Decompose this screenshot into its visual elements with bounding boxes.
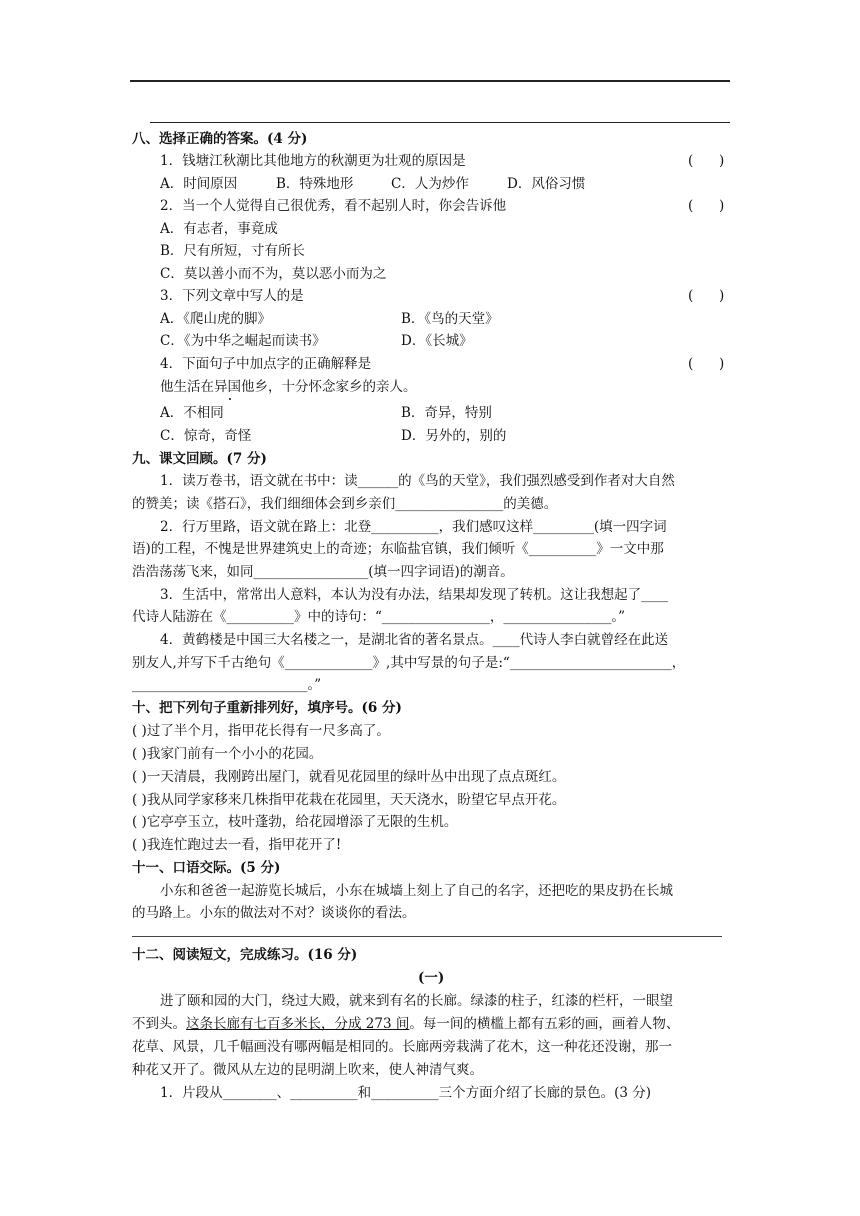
s8-q4: 4．下面句子中加点字的正确解释是 bbox=[160, 356, 372, 372]
s11-answer-line[interactable] bbox=[132, 936, 722, 937]
s10-item-1[interactable]: ( )过了半个月，指甲花长得有一尺多高了。 bbox=[132, 723, 390, 739]
s8-q1-opt-d: D．风俗习惯 bbox=[507, 176, 586, 192]
s12-para-text: 。每一间的横槛上都有五彩的画，画着人物、 bbox=[409, 1016, 680, 1032]
section8-heading: 八、选择正确的答案。(4 分) bbox=[132, 131, 308, 147]
s12-para-line-2 bbox=[132, 1014, 679, 1034]
s8-q3-opt-a: A．《爬山虎的脚》 bbox=[160, 311, 271, 327]
s8-q4-opt-d: D．另外的，别的 bbox=[401, 428, 507, 444]
emphasis-dot bbox=[229, 398, 231, 400]
s9-line-6[interactable]: 3．生活中，常常出人意料，本认为没有办法，结果却发现了转机。这让我想起了____ bbox=[160, 587, 669, 603]
s8-q1-opt-c: C．人为炒作 bbox=[391, 176, 469, 192]
s12-q1[interactable]: 1．片段从________、__________和__________三个方面介绍了长廊的景色。(3 分) bbox=[160, 1085, 652, 1101]
s8-q2-opt-b: B．尺有所短，寸有所长 bbox=[160, 243, 305, 259]
s8-q2: 2．当一个人觉得自己很优秀，看不起别人时，你会告诉他 bbox=[160, 198, 507, 214]
s12-para-line-3: 花草、风景，几千幅画没有哪两幅是相同的。长廊两旁栽满了花木，这一种花还没谢，那一 bbox=[132, 1039, 672, 1055]
s8-q3: 3．下列文章中写人的是 bbox=[160, 288, 304, 304]
s9-line-5[interactable]: 浩浩荡荡飞来，如同_________________(填一四字词语)的潮音。 bbox=[132, 564, 514, 580]
s9-line-10[interactable]: __________________________。” bbox=[132, 677, 322, 693]
s8-q4-opt-a: A．不相同 bbox=[160, 405, 224, 421]
s9-line-4[interactable]: 语)的工程，不愧是世界建筑史上的奇迹；东临盐官镇，我们倾听《__________》一文中那 bbox=[132, 541, 664, 557]
s8-q3-opt-c: C．《为中华之崛起而读书》 bbox=[160, 333, 326, 349]
s8-q3-opt-b: B．《鸟的天堂》 bbox=[401, 311, 499, 327]
s10-item-4[interactable]: ( )我从同学家移来几株指甲花栽在花园里，天天浇水，盼望它早点开花。 bbox=[132, 792, 566, 808]
section10-heading: 十、把下列句子重新排列好，填序号。(6 分) bbox=[132, 700, 402, 716]
s8-q1-answer-paren[interactable]: ( ) bbox=[688, 153, 725, 169]
s8-q4-opt-b: B．奇异，特别 bbox=[401, 405, 492, 421]
s8-q4-sentence: 他生活在异国他乡，十分怀念家乡的亲人。 bbox=[160, 379, 417, 395]
section11-heading: 十一、口语交际。(5 分) bbox=[132, 860, 281, 876]
s10-item-5[interactable]: ( )它亭亭玉立，枝叶蓬勃，给花园增添了无限的生机。 bbox=[132, 814, 458, 830]
section9-heading: 九、课文回顾。(7 分) bbox=[132, 451, 267, 467]
s8-q2-opt-a: A．有志者，事竟成 bbox=[160, 221, 278, 237]
s9-line-2[interactable]: 的赞美；读《搭石》，我们细细体会到乡亲们________________的美德。 bbox=[132, 496, 558, 512]
s12-para-line-1: 进了颐和园的大门，绕过大殿，就来到有名的长廊。绿漆的柱子，红漆的栏杆，一眼望 bbox=[160, 993, 673, 1009]
s10-item-2[interactable]: ( )我家门前有一个小小的花园。 bbox=[132, 746, 323, 762]
s11-line-2: 的马路上。小东的做法对不对？谈谈你的看法。 bbox=[132, 905, 416, 921]
s8-q1: 1．钱塘江秋潮比其他地方的秋潮更为壮观的原因是 bbox=[160, 153, 466, 169]
s8-q4-opt-c: C．惊奇，奇怪 bbox=[160, 428, 252, 444]
s12-para-line-4: 种花又开了。微风从左边的昆明湖上吹来，使人神清气爽。 bbox=[132, 1062, 483, 1078]
s9-line-8[interactable]: 4．黄鹤楼是中国三大名楼之一，是湖北省的著名景点。____代诗人李白就曾经在此送 bbox=[160, 632, 669, 648]
s8-q2-opt-c: C．莫以善小而不为，莫以恶小而为之 bbox=[160, 266, 387, 282]
s12-subheading: (一) bbox=[418, 970, 445, 986]
section12-heading: 十二、阅读短文，完成练习。(16 分) bbox=[132, 947, 358, 963]
s9-line-9[interactable]: 别友人,并写下千古绝句《_____________》,其中写景的句子是:“________________________， bbox=[132, 655, 686, 671]
header-rule-second bbox=[150, 122, 730, 123]
s8-q3-opt-d: D．《长城》 bbox=[401, 333, 473, 349]
s9-line-1[interactable]: 1．读万卷书，语文就在书中：读______的《鸟的天堂》，我们强烈感受到作者对大自然 bbox=[160, 473, 675, 489]
s8-q1-opt-b: B．特殊地形 bbox=[276, 176, 354, 192]
s10-item-6[interactable]: ( )我连忙跑过去一看，指甲花开了! bbox=[132, 837, 342, 853]
header-rule-top bbox=[130, 80, 730, 82]
s8-q4-answer-paren[interactable]: ( ) bbox=[688, 356, 725, 372]
s8-q1-opt-a: A．时间原因 bbox=[160, 176, 238, 192]
s9-line-7[interactable]: 代诗人陆游在《__________》中的诗句：“________________，________________。” bbox=[132, 609, 626, 625]
s12-para-text: 不到头。 bbox=[132, 1016, 186, 1032]
s9-line-3[interactable]: 2．行万里路，语文就在路上：北登__________，我们感叹这样_________(填一四字词 bbox=[160, 519, 667, 535]
s10-item-3[interactable]: ( )一天清晨，我刚跨出屋门，就看见花园里的绿叶丛中出现了点点斑红。 bbox=[132, 769, 566, 785]
s8-q3-answer-paren[interactable]: ( ) bbox=[688, 288, 725, 304]
s8-q2-answer-paren[interactable]: ( ) bbox=[688, 198, 725, 214]
s11-line-1: 小东和爸爸一起游览长城后，小东在城墙上刻上了自己的名字，还把吃的果皮扔在长城 bbox=[160, 883, 673, 899]
underlined-sentence: 这条长廊有七百多米长，分成 273 间 bbox=[186, 1016, 410, 1032]
